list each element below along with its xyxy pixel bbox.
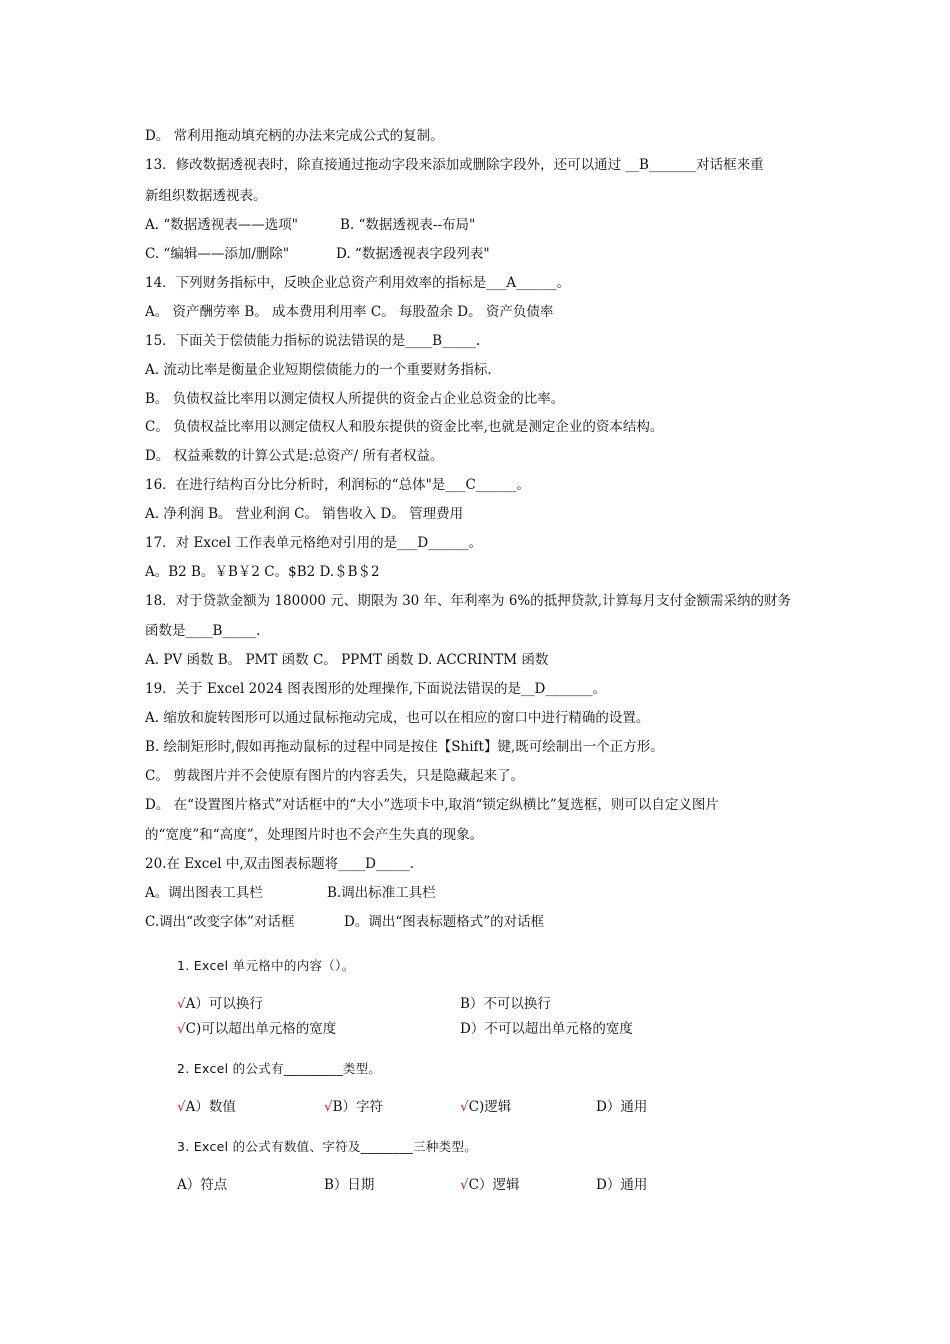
p1-stem: 1. Excel 单元格中的内容（）。	[177, 958, 355, 973]
p1-option-b: B）不可以换行	[460, 996, 551, 1012]
p2-option-a: √A）数值	[177, 1099, 236, 1115]
checkmark-icon: √	[177, 1021, 186, 1037]
p2-option-b: √B）字符	[324, 1099, 384, 1115]
q14-stem: 14．下列财务指标中，反映企业总资产利用效率的指标是___A______。	[145, 275, 571, 291]
q17-stem: 17．对 Excel 工作表单元格绝对引用的是___D______。	[145, 535, 483, 551]
q15-option-b: B。 负债权益比率用以测定债权人所提供的资金占企业总资金的比率。	[145, 391, 565, 407]
p3-option-d: D）通用	[596, 1177, 648, 1193]
q15-option-a: A. 流动比率是衡量企业短期偿债能力的一个重要财务指标.	[145, 362, 492, 378]
p2-option-c: √C)逻辑	[460, 1099, 512, 1115]
q19-stem: 19．关于 Excel 2024 图表图形的处理操作,下面说法错误的是__D_______。	[145, 681, 607, 697]
checkmark-icon: √	[460, 1177, 469, 1193]
q20-option-c: C.调出“改变字体”对话框	[145, 914, 295, 930]
q20-option-d: D。调出“图表标题格式”的对话框	[344, 914, 545, 930]
q13-option-d: D. “数据透视表字段列表"	[336, 246, 490, 262]
p2-option-d: D）通用	[596, 1099, 648, 1115]
p3-option-b: B）日期	[324, 1177, 375, 1193]
q13-option-b: B. “数据透视表--布局"	[340, 217, 476, 233]
p1-option-d: D）不可以超出单元格的宽度	[460, 1021, 633, 1037]
p1-option-a: √A）可以换行	[177, 996, 263, 1012]
p3-option-a: A）符点	[177, 1177, 228, 1193]
q16-stem: 16．在进行结构百分比分析时，利润标的“总体"是___C______。	[145, 477, 530, 493]
q19-option-a: A. 缩放和旋转图形可以通过鼠标拖动完成，也可以在相应的窗口中进行精确的设置。	[145, 710, 650, 726]
checkmark-icon: √	[177, 996, 186, 1012]
q19-option-b: B. 绘制矩形时,假如再拖动鼠标的过程中同是按住【Shift】键,既可绘制出一个正方形。	[145, 739, 664, 755]
p3-stem: 3. Excel 的公式有数值、字符及________三种类型。	[177, 1139, 478, 1154]
q13-stem-line2: 新组织数据透视表。	[145, 188, 267, 204]
checkmark-icon: √	[460, 1099, 469, 1115]
q15-option-c: C。 负债权益比率用以测定债权人和股东提供的资金比率,也就是测定企业的资本结构。	[145, 419, 664, 435]
q20-stem: 20.在 Excel 中,双击图表标题将____D_____.	[145, 856, 415, 872]
q16-options: A. 净利润 B。 营业利润 C。 销售收入 D。 管理费用	[145, 506, 464, 522]
p2-stem: 2. Excel 的公式有_________类型。	[177, 1061, 382, 1076]
q15-option-d: D。 权益乘数的计算公式是:总资产/ 所有者权益。	[145, 448, 444, 464]
q14-options: A。 资产酬劳率 B。 成本费用利用率 C。 每股盈余 D。 资产负债率	[145, 304, 554, 320]
q15-stem: 15．下面关于偿债能力指标的说法错误的是____B_____.	[145, 333, 481, 349]
p3-option-c: √C）逻辑	[460, 1177, 520, 1193]
q13-option-a: A. “数据透视表——选项"	[145, 217, 298, 233]
checkmark-icon: √	[324, 1099, 333, 1115]
q18-stem-line1: 18．对于贷款金额为 180000 元、期限为 30 年、年利率为 6%的抵押贷款,计算每月支付金额需采纳的财务	[145, 593, 792, 609]
q13-stem-line1: 13．修改数据透视表时，除直接通过拖动字段来添加或删除字段外，还可以通过 __B_______对话框来重	[145, 157, 764, 173]
p1-option-c: √C)可以超出单元格的宽度	[177, 1021, 337, 1037]
q19-option-c: C。 剪裁图片并不会使原有图片的内容丢失，只是隐藏起来了。	[145, 768, 525, 784]
q20-option-b: B.调出标准工具栏	[327, 885, 436, 901]
q13-option-c: C. “编辑——添加/删除"	[145, 246, 290, 262]
q20-option-a: A。调出图表工具栏	[145, 885, 263, 901]
checkmark-icon: √	[177, 1099, 186, 1115]
q19-option-d-line1: D。 在“设置图片格式”对话框中的“大小”选项卡中,取消“锁定纵横比”复选框，则可以自定义图片	[145, 797, 719, 813]
q18-stem-line2: 函数是____B_____.	[145, 623, 261, 639]
q12-option-d: D。 常利用拖动填充柄的办法来完成公式的复制。	[145, 128, 444, 144]
q18-options: A. PV 函数 B。 PMT 函数 C。 PPMT 函数 D. ACCRINTM 函数	[145, 652, 549, 668]
q19-option-d-line2: 的“宽度”和“高度”，处理图片时也不会产生失真的现象。	[145, 827, 484, 843]
q17-options: A。B2 B。￥B￥2 C。$B2 D.＄B＄2	[145, 564, 380, 580]
